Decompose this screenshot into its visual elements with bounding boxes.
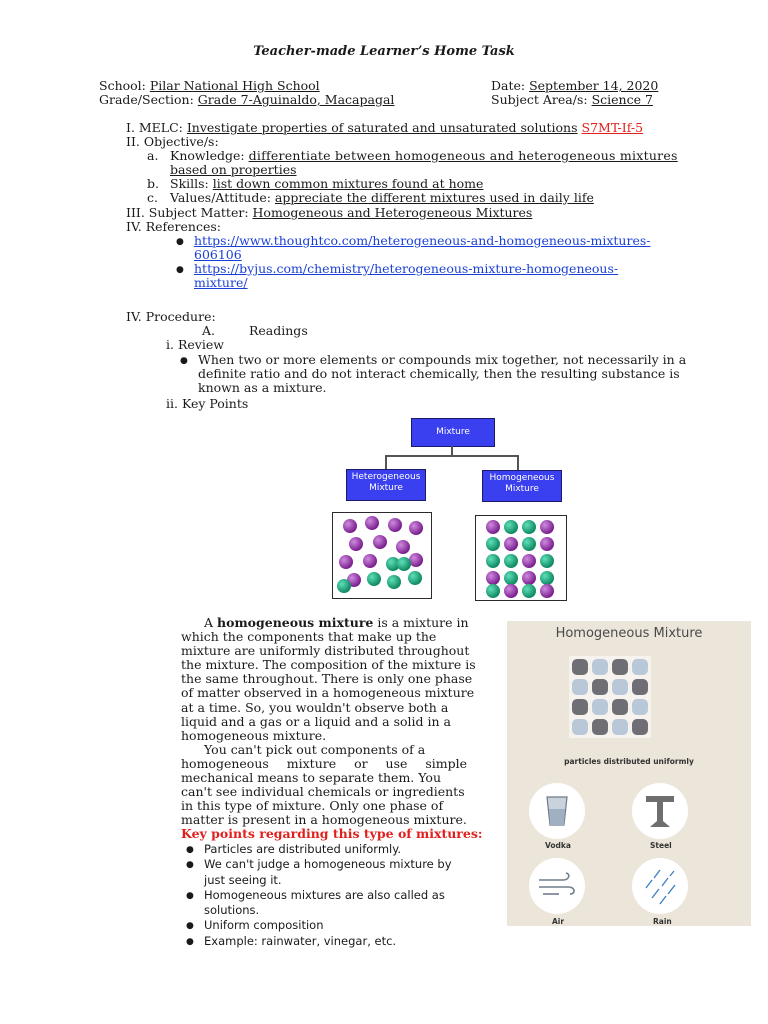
air-label: Air [552,917,565,926]
diagram-connector [517,455,519,470]
paragraph-line: the mixture. The composition of the mixture is [181,657,476,673]
paragraph-line: which the components that make up the [181,629,437,645]
particle [522,584,536,598]
paragraph-first-line: A homogeneous mixture is a mixture in [204,615,469,630]
particle [522,520,536,534]
particle [396,540,410,554]
paragraph-line: liquid and a gas or a liquid and a solid in a [181,713,451,729]
diagram-root-node: Mixture [411,418,495,447]
particle [572,719,588,735]
list-item: ● Homogeneous mixtures are also called as [204,888,504,903]
paragraph-line: can't see individual chemicals or ingredients [181,784,465,800]
review-text-2: definite ratio and do not interact chemically, then the resulting substance is [198,366,680,381]
paragraph-line: mechanical means to separate them. You [181,770,441,786]
particle [632,679,648,695]
key-points-list [204,842,504,949]
rain-icon [632,858,688,914]
particle [373,535,387,549]
particle [612,719,628,735]
paragraph-line: homogeneous mixture. [181,727,327,743]
particle [349,537,363,551]
particle [540,571,554,585]
term-homogeneous-mixture: homogeneous mixture [217,615,374,630]
air-icon [529,858,585,914]
paragraph-line: mixture are uniformly distributed throughout [181,643,470,659]
particle [343,519,357,533]
particle [504,537,518,551]
rain-label: Rain [653,917,672,926]
diagram-heterogeneous-node: Heterogeneous Mixture [346,469,426,501]
homogeneous-particles-box [475,515,567,601]
particle [522,537,536,551]
list-item-cont: solutions. [204,903,260,918]
particle [504,520,518,534]
particle [632,699,648,715]
particle [337,579,351,593]
homogeneous-mixture-illustration [507,621,751,926]
particle [397,557,411,571]
paragraph-line: You can't pick out components of a [204,741,426,757]
subject-value: Science 7 [591,92,653,107]
objective-b-marker: b. [147,176,159,191]
particle [486,537,500,551]
particle [504,554,518,568]
diagram-connector [385,455,518,457]
diagram-connector [385,455,387,469]
particle [486,520,500,534]
procedure-heading: IV. Procedure: [126,309,216,324]
particle [572,679,588,695]
particle [592,659,608,675]
date-value: September 14, 2020 [529,78,659,93]
key-points-heading: ii. Key Points [166,396,249,411]
particle [504,584,518,598]
list-item: ● Particles are distributed uniformly. [204,842,504,857]
objective-knowledge-cont: based on properties [170,162,297,177]
subject-matter: III. Subject Matter: Homogeneous and Heterogeneous Mixtures [126,205,533,220]
paragraph-line: at a time. So, you wouldn't observe both a [181,699,449,715]
illustration-title: Homogeneous Mixture [555,626,703,641]
reference-link-2[interactable]: ● https://byjus.com/chemistry/heterogeneous-mixture-homogeneous- [194,262,618,277]
particle [612,699,628,715]
particle [572,659,588,675]
key-points-subheading: Key points regarding this type of mixtures: [181,826,483,842]
heterogeneous-particles-box [332,512,432,599]
subject-line: Subject Area/s: Science 7 [491,92,653,107]
melc-line: I. MELC: Investigate properties of saturated and unsaturated solutions S7MT-If-5 [126,120,644,135]
paragraph-line: in this type of mixture. Only one phase of [181,798,444,814]
review-heading: i. Review [166,337,224,352]
paragraph-line: the same throughout. There is only one phase [181,671,473,687]
review-text-3: known as a mixture. [198,380,327,395]
particle [592,719,608,735]
page-title: Teacher-made Learner’s Home Task [253,44,515,59]
steel-label: Steel [650,841,672,850]
vodka-icon [529,783,585,839]
particle [486,554,500,568]
school-value: Pilar National High School [149,78,320,93]
homogeneous-description [181,616,495,842]
particle [522,554,536,568]
readings-label: Readings [249,323,308,338]
particle [592,699,608,715]
particle [540,520,554,534]
particle [540,554,554,568]
paragraph-line: of matter observed in a homogeneous mixture [181,685,475,701]
objectives-heading: II. Objective/s: [126,134,219,149]
grade-line: Grade/Section: Grade 7-Aguinaldo, Macapagal [99,92,395,107]
uniform-particle-grid [569,656,651,738]
particle [540,584,554,598]
list-item: ● We can't judge a homogeneous mixture by [204,857,504,872]
particle [388,518,402,532]
objective-c-marker: c. [147,190,158,205]
vodka-label: Vodka [545,841,571,850]
particle [408,571,422,585]
particle [387,575,401,589]
date-line: Date: September 14, 2020 [491,78,659,93]
objective-skills: Skills: list down common mixtures found at home [170,176,484,191]
diagram-homogeneous-node: Homogeneous Mixture [482,470,562,502]
readings-marker: A. [202,323,216,338]
particle [367,572,381,586]
illustration-caption: particles distributed uniformly [564,757,694,766]
reference-link-1[interactable]: ● https://www.thoughtco.com/heterogeneous-and-homogeneous-mixtures- [194,234,651,249]
objective-values: Values/Attitude: appreciate the different mixtures used in daily life [170,190,594,205]
particle [592,679,608,695]
particle [522,571,536,585]
references-heading: IV. References: [126,219,222,234]
particle [612,659,628,675]
list-item: ● Example: rainwater, vinegar, etc. [204,934,504,949]
particle [486,571,500,585]
particle [632,719,648,735]
reference-link-1-cont[interactable]: 606106 [194,247,242,262]
particle [504,571,518,585]
particle [486,584,500,598]
melc-code: S7MT-If-5 [581,120,644,135]
particle [409,553,423,567]
list-item: ● Uniform composition [204,918,504,933]
grade-value: Grade 7-Aguinaldo, Macapagal [197,92,395,107]
particle [632,659,648,675]
paragraph-line: homogeneous mixture or use simple [181,755,468,771]
particle [540,537,554,551]
particle [363,554,377,568]
particle [409,521,423,535]
particle [612,679,628,695]
particle [365,516,379,530]
reference-link-2-cont[interactable]: mixture/ [194,275,248,290]
school-line: School: Pilar National High School [99,78,320,93]
steel-icon [632,783,688,839]
list-item-cont: just seeing it. [204,872,282,887]
objective-knowledge: Knowledge: differentiate between homogeneous and heterogeneous mixtures [170,148,678,163]
paragraph-line: matter is present in a homogeneous mixture. [181,812,467,828]
review-text-1: ● When two or more elements or compounds mix together, not necessarily in a [198,353,686,368]
particle [572,699,588,715]
objective-a-marker: a. [147,148,159,163]
particle [339,555,353,569]
